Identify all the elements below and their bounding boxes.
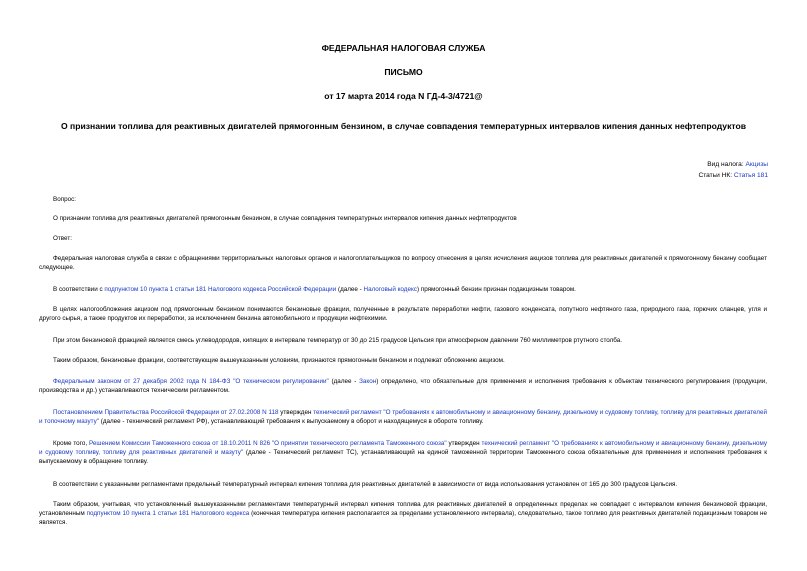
p7-text-1: утвержден <box>278 409 314 416</box>
p10-text-2: (конечная температура кипения располагается за пределами установленного интервала), следовательно, такое топливо для реактивных двигателей подакцизным товаром не является. <box>39 509 767 526</box>
doc-type: ПИСЬМО <box>384 67 423 77</box>
p8-link-reglament-ts[interactable]: технический регламент "О требованиях к автомобильному и авиационному бензину, дизельному и судовому топливу, топливу для реактивных двигателей и мазуту" <box>39 440 767 456</box>
nk-article-link[interactable]: Статья 181 <box>733 172 768 179</box>
p6-text-2: ) определено, что обязательные для применения и исполнения требования к объектам технического регулирования (продукции, производства и др.) устанавливаются техническим регламентом. <box>39 378 767 394</box>
paragraph-3: В целях налогообложения акцизом под прямогонным бензином понимаются бензиновые фракции, полученные в результате переработки нефти, газового конденсата, попутного нефтяного газа, природного газа, горючих сланцев, угля и другого сырья, а также продуктов их переработки, за исключением бензина автомобильного и продукции нефтехимии. <box>39 306 767 322</box>
paragraph-10 <box>39 501 767 528</box>
p8-link-reshenie[interactable]: Решением Комиссии Таможенного союза от 18.10.2011 N 826 "О принятии технического регламента Таможенного союза" <box>88 440 447 447</box>
p7-link-reglament[interactable]: технический регламент "О требованиях к автомобильному и авиационному бензину, дизельному и судовому топливу, топливу для реактивных двигателей и топочному мазуту" <box>39 409 767 425</box>
doc-date-number: от 17 марта 2014 года N ГД-4-3/4721@ <box>324 91 483 101</box>
nk-articles <box>698 171 768 180</box>
p7-link-postanovlenie[interactable]: Постановлением Правительства Российской Федерации от 27.02.2008 N 118 <box>53 409 279 416</box>
paragraph-4: При этом бензиновой фракцией является смесь углеводородов, кипящих в интервале температур от 30 до 215 градусов Цельсия при атмосферном давлении 760 миллиметров ртутного столба. <box>53 337 623 344</box>
p8-text-2: утвержден <box>446 440 482 447</box>
answer-label: Ответ: <box>53 235 72 242</box>
p6-text-1: (далее - <box>328 378 360 385</box>
paragraph-6 <box>39 378 767 396</box>
p6-link-zakon[interactable]: Закон <box>359 378 377 385</box>
p6-link-law[interactable]: Федеральным законом от 27 декабря 2002 года N 184-ФЗ "О техническом регулировании" <box>53 378 329 385</box>
p2-text-1: В соответствии с <box>53 286 105 293</box>
p2-link-nk-article[interactable]: подпунктом 10 пункта 1 статьи 181 Налогового кодекса Российской Федерации <box>104 286 337 293</box>
org-name: ФЕДЕРАЛЬНАЯ НАЛОГОВАЯ СЛУЖБА <box>321 43 486 53</box>
tax-type-link[interactable]: Акцизы <box>745 161 768 168</box>
tax-type <box>707 160 768 169</box>
paragraph-9: В соответствии с указанными регламентами предельный температурный интервал кипения топлива для реактивных двигателей в зависимости от вида использования установлен от 165 до 300 градусов Цельсия. <box>53 481 678 488</box>
tax-type-label: Вид налога: <box>707 161 746 168</box>
paragraph-5: Таким образом, бензиновые фракции, соответствующие вышеуказанным условиям, признаются прямогонным бензином и подлежат обложению акцизом. <box>53 357 505 364</box>
nk-label: Статьи НК: <box>698 172 734 179</box>
p2-text-2: (далее - <box>336 286 364 293</box>
p8-text-1: Кроме того, <box>53 440 89 447</box>
p8-text-3: (далее - Технический регламент ТС), устанавливающий на единой таможенной территории Таможенного союза обязательные для применения и исполнения требования к выпускаемому в обращение топливу. <box>39 448 767 465</box>
p10-link-nk-article[interactable]: подпунктом 10 пункта 1 статьи 181 Налогового кодекса <box>86 509 250 517</box>
p7-text-2: (далее - технический регламент РФ), устанавливающий требования к выпускаемому в оборот и находящемуся в обороте топливу. <box>98 417 484 425</box>
question-text: О признании топлива для реактивных двигателей прямогонным бензином, в случае совпадения температурных интервалов кипения данных нефтепродуктов <box>53 215 517 222</box>
p2-text-3: ) прямогонный бензин признан подакцизным товаром. <box>416 286 576 293</box>
paragraph-2 <box>39 286 767 295</box>
question-label: Вопрос: <box>53 196 77 203</box>
paragraph-8 <box>39 440 767 467</box>
doc-title: О признании топлива для реактивных двигателей прямогонным бензином, в случае совпадения температурных интервалов кипения данных нефтепродуктов <box>60 121 747 131</box>
p10-text-1: Таким образом, учитывая, что установленный вышеуказанными регламентами температурный интервал кипения топлива для реактивных двигателей в определенных пределах не совпадает с интервалом кипения бензиновой фракции, установленным <box>39 501 767 517</box>
paragraph-7 <box>39 409 767 427</box>
paragraph-1: Федеральная налоговая служба в связи с обращениями территориальных налоговых органов и налогоплательщиков по вопросу отнесения в целях исчисления акцизов топлива для реактивных двигателей к прямогонному бензину сообщает следующее. <box>39 255 767 271</box>
p2-link-nk[interactable]: Налоговый кодекс <box>363 286 417 293</box>
